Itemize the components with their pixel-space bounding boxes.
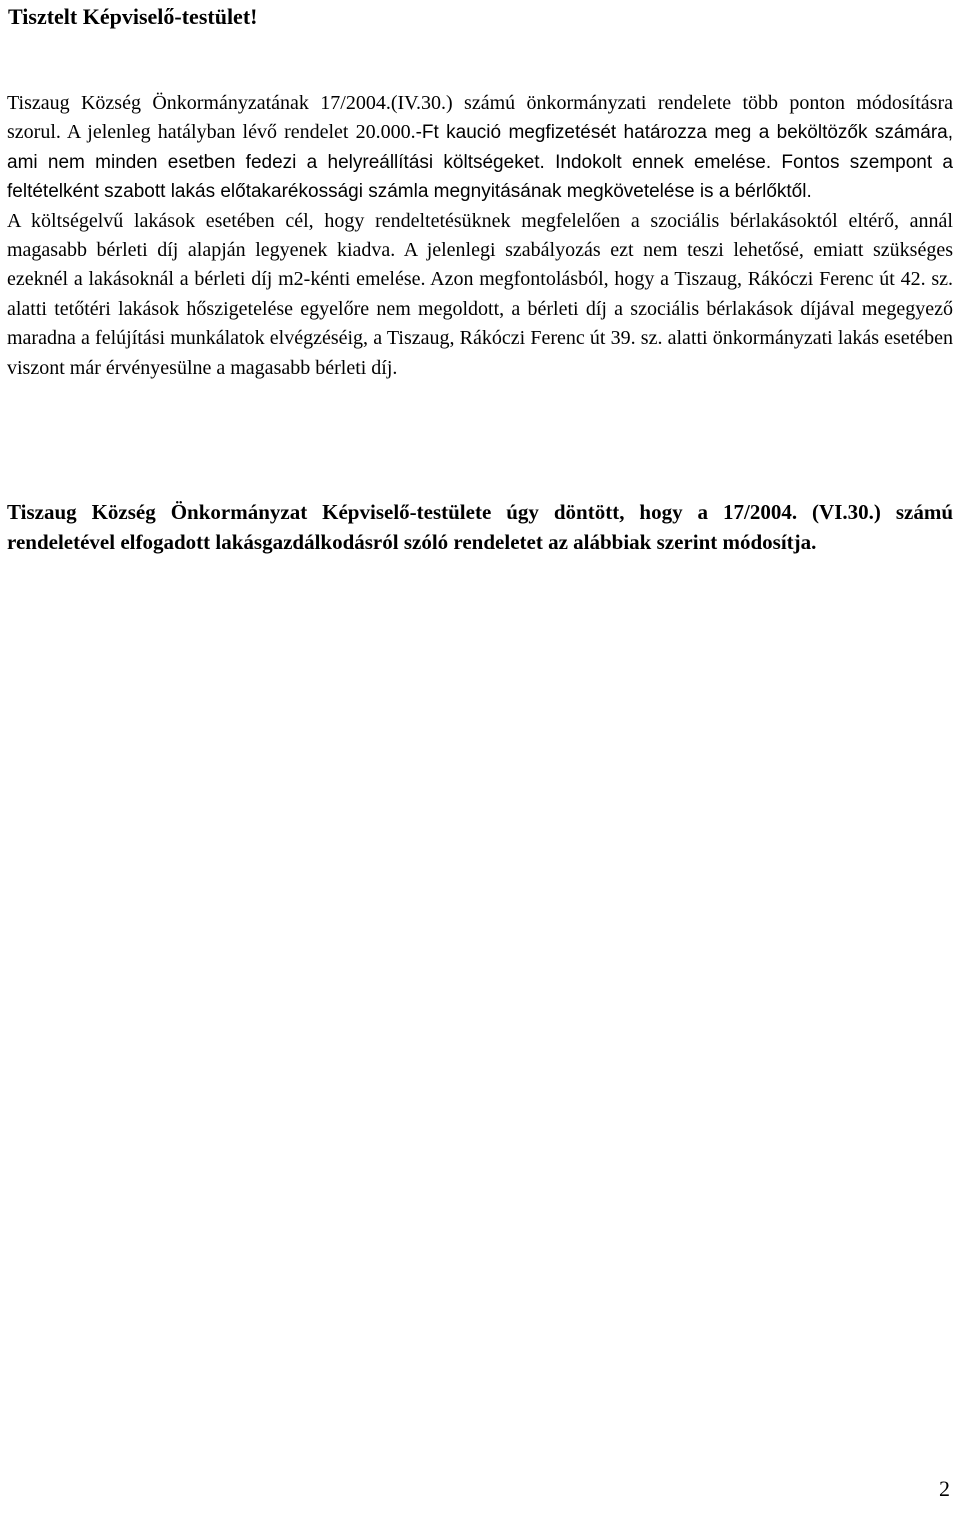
paragraph-text-run-sans: -Ft kaució megfizetését határozza meg a beköltözők számára, ami nem minden esetben fedezi a helyreállítási költségeket. Indokolt ennek emelése. Fontos szempont a feltételként szabott lakás előtakarékossági számla megnyitásának megkövetelése is a bérlőktől.: [7, 122, 953, 203]
paragraph-text-run-serif-start: Tiszaug Község Önkormányzatának 17/2004.(IV.30.) számú önkormányzati rendelete több ponton módosításra szorul. A jelenleg hatályban lévő rendelet 20.000.: [7, 92, 953, 144]
page-number: 2: [939, 1476, 950, 1501]
document-heading: Tisztelt Képviselő-testület!: [8, 4, 258, 29]
paragraph-text-run-serif-end: A költségelvű lakások esetében cél, hogy rendeltetésüknek megfelelően a szociális bérlakásoktól eltérő, annál magasabb bérleti díj alapján legyenek kiadva. A jelenlegi szabályozás ezt nem teszi lehetősé, emiatt szükséges ezeknél a lakásoknál a bérleti díj m2-kénti emelése. Azon megfontolásból, hogy a Tiszaug, Rákóczi Ferenc út 42. sz. alatti tetőtéri lakások hőszigetelése egyelőre nem megoldott, a bérleti díj a szociális bérlakások díjával megegyező maradna a felújítási munkálatok elvégzéséig, a Tiszaug, Rákóczi Ferenc út 39. sz. alatti önkormányzati lakás esetében viszont már érvényesülne a magasabb bérleti díj.: [7, 209, 953, 379]
decision-paragraph: Tiszaug Község Önkormányzat Képviselő-testülete úgy döntött, hogy a 17/2004. (VI.30.) számú rendeletével elfogadott lakásgazdálkodásról szóló rendeletet az alábbiak szerint módosítja.: [7, 500, 953, 554]
intro-paragraph: [7, 89, 953, 383]
